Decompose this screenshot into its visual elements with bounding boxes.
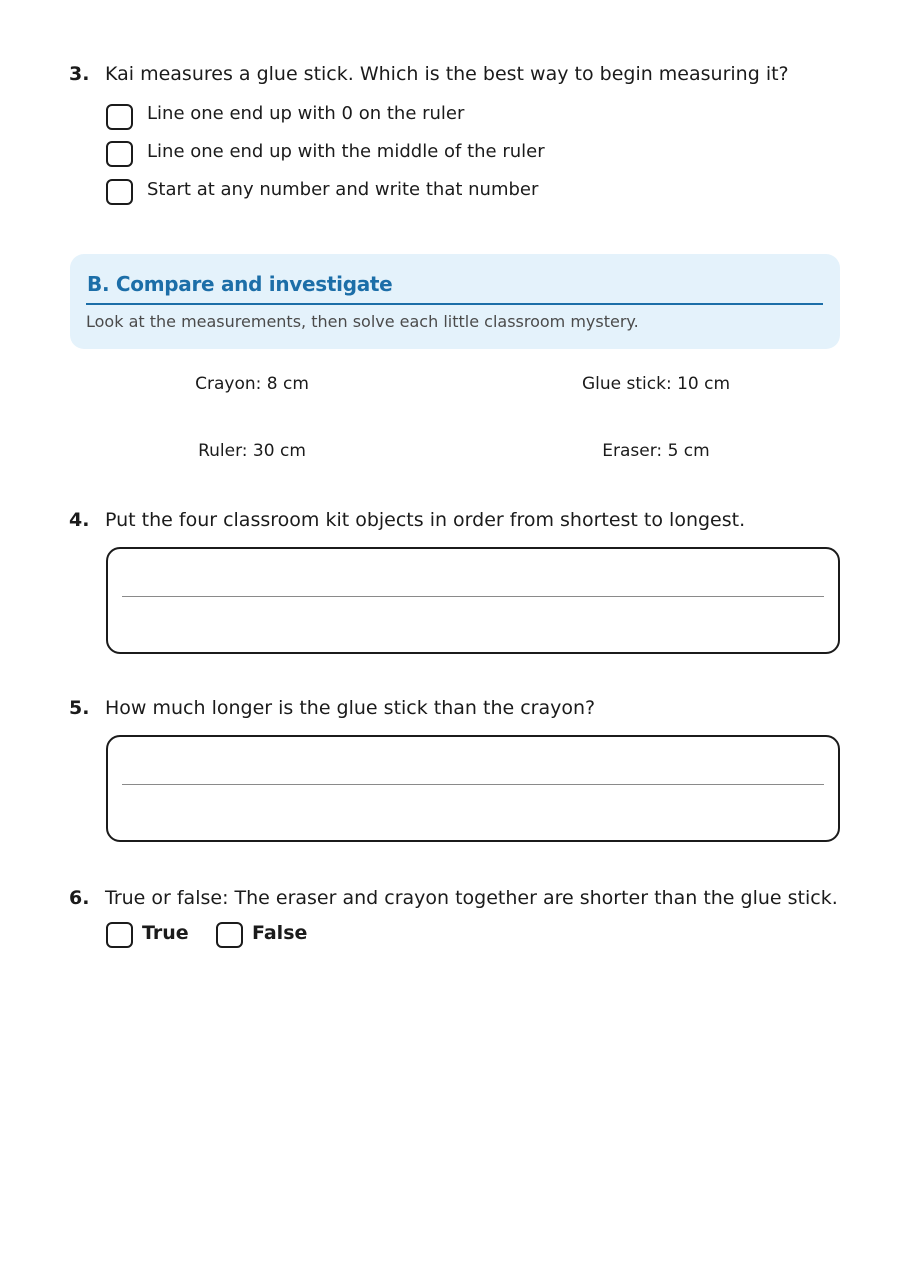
measurement-crayon: Crayon: 8 cm (195, 374, 309, 394)
question-3-option-1-label: Line one end up with 0 on the ruler (147, 103, 465, 124)
question-5-answer-line (122, 784, 824, 785)
question-6-text: True or false: The eraser and crayon together are shorter than the glue stick. (105, 887, 838, 909)
question-6-number: 6. (69, 887, 90, 909)
section-b-divider (86, 303, 823, 305)
measurement-glue-stick: Glue stick: 10 cm (581, 374, 731, 394)
question-5-text: How much longer is the glue stick than the crayon? (105, 697, 596, 719)
question-3-option-3-checkbox[interactable] (106, 179, 133, 205)
section-b-description: Look at the measurements, then solve each little classroom mystery. (86, 312, 639, 331)
question-3-option-3-label: Start at any number and write that number (147, 179, 539, 200)
question-3-option-2-label: Line one end up with the middle of the ruler (147, 141, 545, 162)
question-3-option-1-checkbox[interactable] (106, 104, 133, 130)
question-4-answer-box[interactable] (106, 547, 840, 654)
question-3-number: 3. (69, 63, 90, 85)
question-4-text: Put the four classroom kit objects in order from shortest to longest. (105, 509, 746, 531)
question-6-false-label: False (252, 922, 308, 944)
question-5-number: 5. (69, 697, 90, 719)
section-b-title: B. Compare and investigate (87, 272, 393, 296)
section-b-banner (70, 254, 840, 349)
question-4-answer-line (122, 596, 824, 597)
question-6-true-label: True (142, 922, 189, 944)
question-3-text: Kai measures a glue stick. Which is the best way to begin measuring it? (105, 63, 789, 85)
question-6-true-checkbox[interactable] (106, 922, 133, 948)
measurement-eraser: Eraser: 5 cm (602, 441, 710, 461)
question-5-answer-box[interactable] (106, 735, 840, 842)
measurement-ruler: Ruler: 30 cm (198, 441, 306, 461)
question-4-number: 4. (69, 509, 90, 531)
question-6-false-checkbox[interactable] (216, 922, 243, 948)
question-3-option-2-checkbox[interactable] (106, 141, 133, 167)
